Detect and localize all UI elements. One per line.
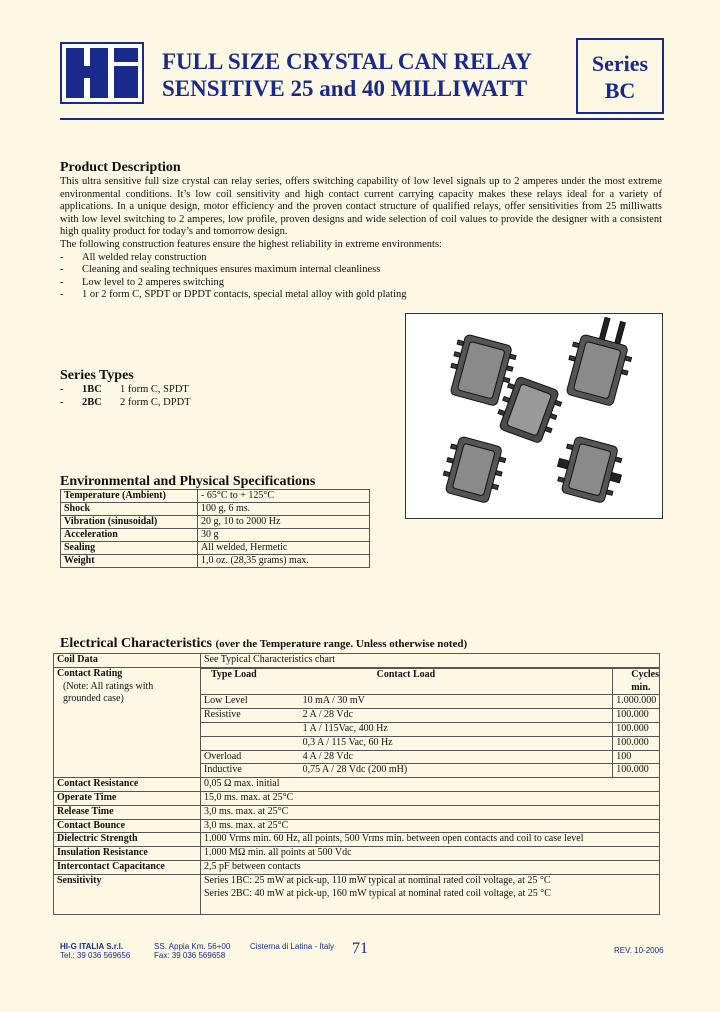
table-row bbox=[54, 667, 660, 777]
series-code: BC bbox=[604, 78, 636, 103]
footer-company: HI-G ITALIA S.r.l. Tel.: 39 036 569656 bbox=[60, 942, 131, 960]
revision-label: REV. 10-2006 bbox=[614, 946, 664, 955]
table-row: Type Load Contact Load Cycles min. bbox=[201, 668, 659, 695]
footer-address: SS. Appia Km. 56+00 Fax: 39 036 569658 bbox=[154, 942, 231, 960]
table-row: Acceleration 30 g bbox=[61, 529, 370, 542]
table-row: Operate Time 15,0 ms. max. at 25°C bbox=[54, 791, 660, 805]
table-row: Coil Data See Typical Characteristics chart bbox=[54, 654, 660, 668]
table-row: Temperature (Ambient) - 65°C to + 125°C bbox=[61, 490, 370, 503]
table-row: Dielectric Strength 1.000 Vrms min. 60 Hz, all points, 500 Vrms min. between open contacts and coil to case level bbox=[54, 833, 660, 847]
series-badge bbox=[576, 38, 664, 114]
sensitivity-line: Series 2BC: 40 mW at pick-up, 160 mW typical at nominal rated coil voltage, at 25 °C bbox=[204, 887, 551, 899]
electrical-heading-note: (over the Temperature range. Unless otherwise noted) bbox=[215, 638, 468, 650]
electrical-section bbox=[60, 636, 660, 652]
relay-product-photo bbox=[405, 313, 663, 519]
electrical-table bbox=[53, 653, 660, 915]
product-paragraph-1: This ultra sensitive full size crystal can relay series, offers switching capability of low level signals up to 2 amperes under the most extreme environmental conditions. It’s low coil sensitivity and high contact current carrying capacity makes these relays ideal for a variety of applications. In a unique design, motor efficiency and the proven contact structure of qualified relays, offer sensitivities from 25 milliwatts with low level switching to 2 amperes, low profile, proven designs and wide selection of coil values to provide the designer with a consistent high quality product for today’s and tomorrow design. bbox=[60, 176, 662, 238]
series-type-item: - 2BC 2 form C, DPDT bbox=[60, 396, 191, 408]
table-row: Contact Resistance 0,05 Ω max. initial bbox=[54, 778, 660, 792]
logo-h-bar-right bbox=[90, 48, 108, 98]
environmental-section bbox=[60, 474, 315, 490]
company-logo bbox=[60, 42, 144, 104]
table-row: Release Time 3,0 ms. max. at 25°C bbox=[54, 805, 660, 819]
series-types-heading: Series Types bbox=[60, 368, 134, 383]
series-types-section bbox=[60, 368, 360, 409]
page-title bbox=[162, 48, 562, 102]
table-row: 0,3 A / 115 Vac, 60 Hz 100.000 bbox=[201, 736, 659, 750]
environmental-heading: Environmental and Physical Specifications bbox=[60, 474, 316, 489]
ratings-note: (Note: All ratings with grounded case) bbox=[63, 680, 154, 705]
table-row: Overload 4 A / 28 Vdc 100 bbox=[201, 750, 659, 764]
table-row: Sealing All welded, Hermetic bbox=[61, 542, 370, 555]
sensitivity-line: Series 1BC: 25 mW at pick-up, 110 mW typical at nominal rated coil voltage, at 25 °C bbox=[204, 874, 551, 886]
title-line-2: SENSITIVE 25 and 40 MILLIWATT bbox=[162, 76, 528, 101]
table-row: Inductive 0,75 A / 28 Vdc (200 mH) 100.000 bbox=[201, 764, 659, 777]
feature-item: - Cleaning and sealing techniques ensures maximum internal cleanliness bbox=[60, 264, 381, 276]
logo-i-dot bbox=[114, 48, 138, 62]
title-line-1: FULL SIZE CRYSTAL CAN RELAY bbox=[162, 49, 532, 74]
header-divider bbox=[60, 118, 664, 120]
table-row: Insulation Resistance 1.000 MΩ min. all points at 500 Vdc bbox=[54, 847, 660, 861]
footer-city: Cisterna di Latina - Italy bbox=[250, 942, 335, 951]
table-row: Resistive 2 A / 28 Vdc 100.000 bbox=[201, 709, 659, 723]
feature-item: - 1 or 2 form C, SPDT or DPDT contacts, special metal alloy with gold plating bbox=[60, 289, 407, 301]
feature-item: - Low level to 2 amperes switching bbox=[60, 276, 225, 288]
contact-ratings-cell bbox=[201, 667, 660, 777]
series-label: Series bbox=[591, 51, 649, 76]
table-row: Low Level 10 mA / 30 mV 1.000.000 bbox=[201, 695, 659, 709]
product-description-heading: Product Description bbox=[60, 160, 181, 175]
product-description-section bbox=[60, 160, 662, 302]
environmental-table bbox=[60, 489, 370, 568]
page-number: 71 bbox=[352, 940, 368, 957]
feature-item: - All welded relay construction bbox=[60, 251, 207, 263]
table-row: Shock 100 g, 6 ms. bbox=[61, 503, 370, 516]
series-type-item: - 1BC 1 form C, SPDT bbox=[60, 384, 189, 395]
table-row: Sensitivity Series 1BC: 25 mW at pick-up, 110 mW typical at nominal rated coil voltage, at 25 °C Series 2BC: 40 mW at pick-up, 160 mW typical at nominal rated coil voltage, at 25 °C bbox=[54, 874, 660, 915]
logo-i-stem bbox=[114, 66, 138, 98]
relay-photo-illustration bbox=[406, 314, 662, 518]
contact-rating-cell: Contact Rating (Note: All ratings with grounded case) bbox=[54, 667, 201, 777]
product-paragraph-2: The following construction features ensure the highest reliability in extreme environments: bbox=[60, 238, 442, 250]
table-row: Weight 1,0 oz. (28,35 grams) max. bbox=[61, 555, 370, 568]
electrical-heading: Electrical Characteristics (over the Temperature range. Unless otherwise noted) bbox=[60, 636, 468, 651]
contact-ratings-table bbox=[201, 668, 659, 777]
table-row: Intercontact Capacitance 2,5 pF between contacts bbox=[54, 860, 660, 874]
table-row: Vibration (sinusoidal) 20 g, 10 to 2000 Hz bbox=[61, 516, 370, 529]
table-row: Contact Bounce 3,0 ms. max. at 25°C bbox=[54, 819, 660, 833]
table-row: 1 A / 115Vac, 400 Hz 100.000 bbox=[201, 722, 659, 736]
